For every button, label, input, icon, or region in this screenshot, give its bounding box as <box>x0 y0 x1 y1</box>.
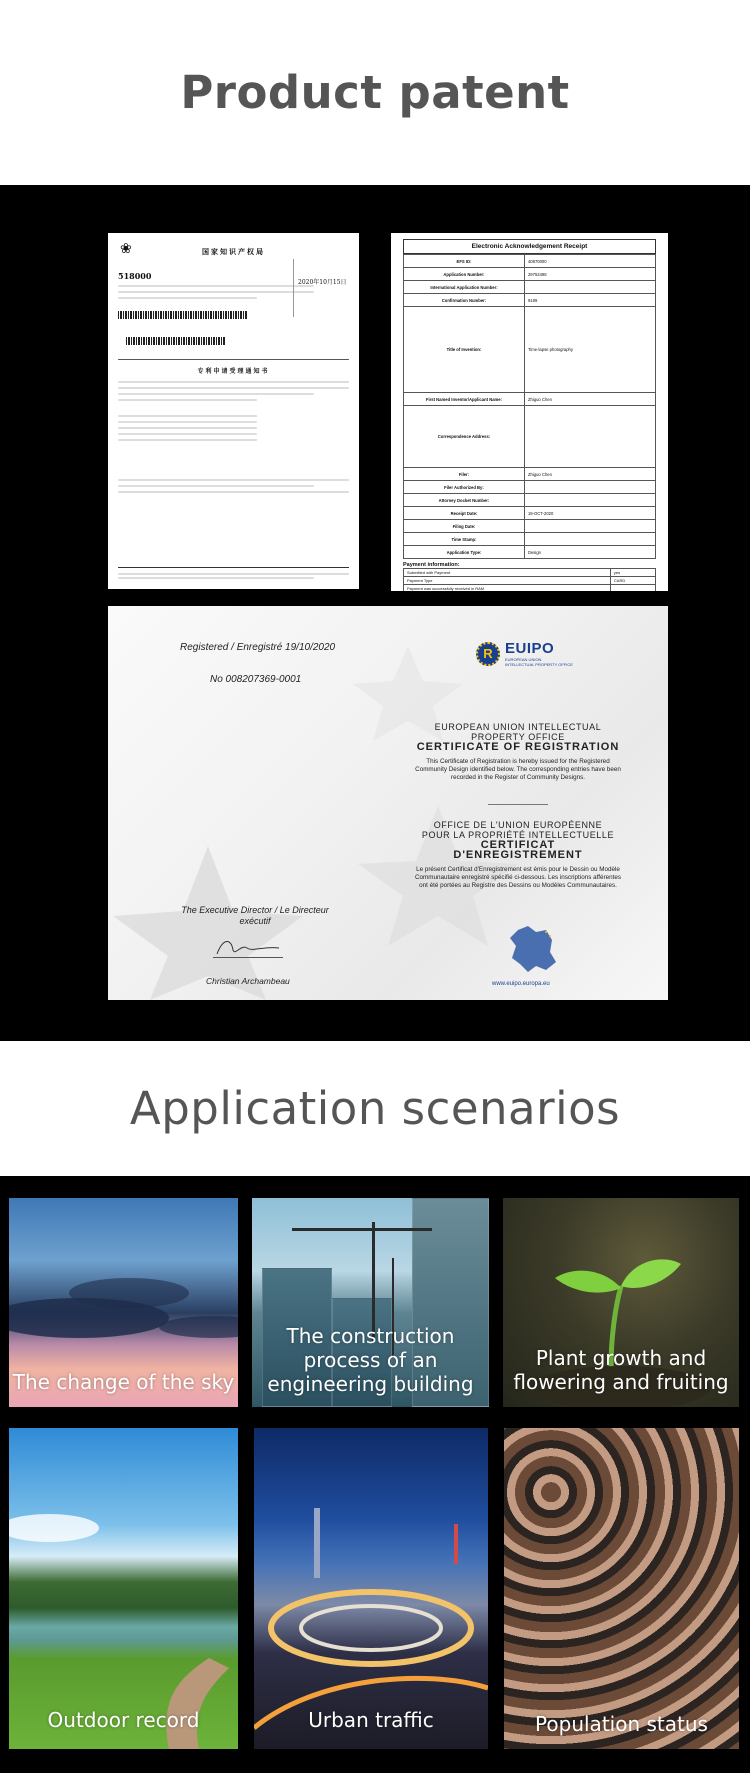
signer-name: Christian Archambeau <box>206 976 290 986</box>
euipo-url: www.euipo.europa.eu <box>492 981 550 987</box>
table-row: Filer Authorized By: <box>404 481 656 494</box>
cn-patent-notice-image <box>108 233 359 589</box>
star-watermark-icon <box>108 606 668 1000</box>
fr-heading-line: D'ENREGISTREMENT <box>453 849 583 861</box>
patent-section-header <box>0 0 750 185</box>
scenario-label: Plant growth and flowering and fruiting <box>513 1346 729 1394</box>
table-row: Attorney Docket Number: <box>404 494 656 507</box>
apps-section-header <box>0 1041 750 1176</box>
cn-date-stamp: 2020年10月15日 <box>298 279 347 286</box>
euipo-logo-icon: R <box>476 642 500 666</box>
scenario-label: Population status <box>535 1712 708 1736</box>
en-certificate-text: This Certificate of Registration is hereby issued for the Registered Community Design identified below. The corresponding entries have been recorded in the Register of Community Designs. <box>415 758 621 781</box>
table-row: Payment Type CARD <box>404 577 656 585</box>
receipt-table <box>403 254 656 559</box>
table-row: Correspondence Address: <box>404 406 656 468</box>
scenario-label: Urban traffic <box>308 1708 434 1732</box>
cn-notice-subtitle: 专利申请受理通知书 <box>197 368 270 375</box>
patent-section-title: Product patent <box>180 66 570 119</box>
registration-number: No 008207369-0001 <box>210 674 302 685</box>
eu-map-icon <box>506 922 560 974</box>
en-heading-line: PROPERTY OFFICE <box>471 732 565 742</box>
fr-heading-line: OFFICE DE L'UNION EUROPÉENNE <box>433 820 603 830</box>
euipo-logo-tag: EUROPEAN UNION <box>505 657 542 662</box>
table-row: Application Number: 29753498 <box>404 268 656 281</box>
table-row: Time Stamp: <box>404 533 656 546</box>
scenario-tile-construction <box>252 1198 489 1407</box>
uspto-receipt-image <box>391 233 668 591</box>
divider <box>488 804 548 805</box>
euipo-logo-tag: INTELLECTUAL PROPERTY OFFICE <box>505 662 573 667</box>
euipo-logo <box>476 640 573 667</box>
euipo-logo-name: EUIPO <box>505 640 555 657</box>
barcode-icon <box>126 337 226 345</box>
cnipa-logo-icon: ❀ <box>120 241 132 257</box>
cn-postcode: 518000 <box>118 271 152 281</box>
payment-table <box>403 568 656 591</box>
scenario-label: The construction process of an engineering building <box>267 1324 474 1396</box>
cn-notice-header: 国家知识产权局 <box>202 247 265 256</box>
euipo-certificate-image <box>108 606 668 1000</box>
table-row: International Application Number: <box>404 281 656 294</box>
executive-director-label: The Executive Director / Le Directeur exécutif <box>181 905 329 926</box>
table-row: Receipt Date: 19-OCT-2020 <box>404 507 656 520</box>
fr-heading-line: POUR LA PROPRIÉTÉ INTELLECTUELLE <box>421 830 615 840</box>
scenario-tile-outdoor <box>9 1428 238 1749</box>
cn-date-box <box>293 259 351 317</box>
apps-section-title: Application scenarios <box>129 1082 621 1135</box>
scenario-tile-plant <box>503 1198 739 1407</box>
barcode-icon <box>118 311 248 319</box>
table-row: Filing Date: <box>404 520 656 533</box>
scenario-tile-traffic <box>254 1428 488 1749</box>
fr-heading-line: CERTIFICAT <box>480 839 556 851</box>
fr-certificate-heading <box>413 820 623 890</box>
table-row: Filer: Zhiguo Chen <box>404 468 656 481</box>
scenario-tile-population <box>504 1428 739 1749</box>
table-row: Title of Invention: Time-lapse photography <box>404 307 656 393</box>
scenario-label: Outdoor record <box>47 1708 200 1732</box>
signature <box>213 936 283 958</box>
scenario-tile-sky <box>9 1198 238 1407</box>
en-certificate-heading <box>413 722 623 782</box>
table-row: Payment was successfully received in RAM <box>404 585 656 592</box>
payment-info-title: Payment information: <box>403 562 460 568</box>
path-illustration <box>9 1428 238 1749</box>
table-row: Application Type: Design <box>404 546 656 559</box>
table-row: First Named Inventor/Applicant Name: Zhiguo Chen <box>404 393 656 406</box>
table-row: EFS ID: 40870000 <box>404 255 656 268</box>
roundabout-illustration <box>254 1428 488 1749</box>
en-heading-line: CERTIFICATE OF REGISTRATION <box>416 741 620 753</box>
table-row: Submitted with Payment yes <box>404 569 656 577</box>
table-row: Confirmation Number: 9189 <box>404 294 656 307</box>
fr-certificate-text: Le présent Certificat d'Enregistrement est émis pour le Dessin ou Modèle Communautaire enregistré spécifié ci-dessous. Les inscriptions afférentes ont été portées au Registre des Dessins ou Modèles Communautaires. <box>414 866 622 889</box>
en-heading-line: EUROPEAN UNION INTELLECTUAL <box>434 722 602 732</box>
registered-date: Registered / Enregistré 19/10/2020 <box>180 642 336 653</box>
scenario-label: The change of the sky <box>12 1370 235 1394</box>
receipt-title: Electronic Acknowledgement Receipt <box>403 239 656 254</box>
